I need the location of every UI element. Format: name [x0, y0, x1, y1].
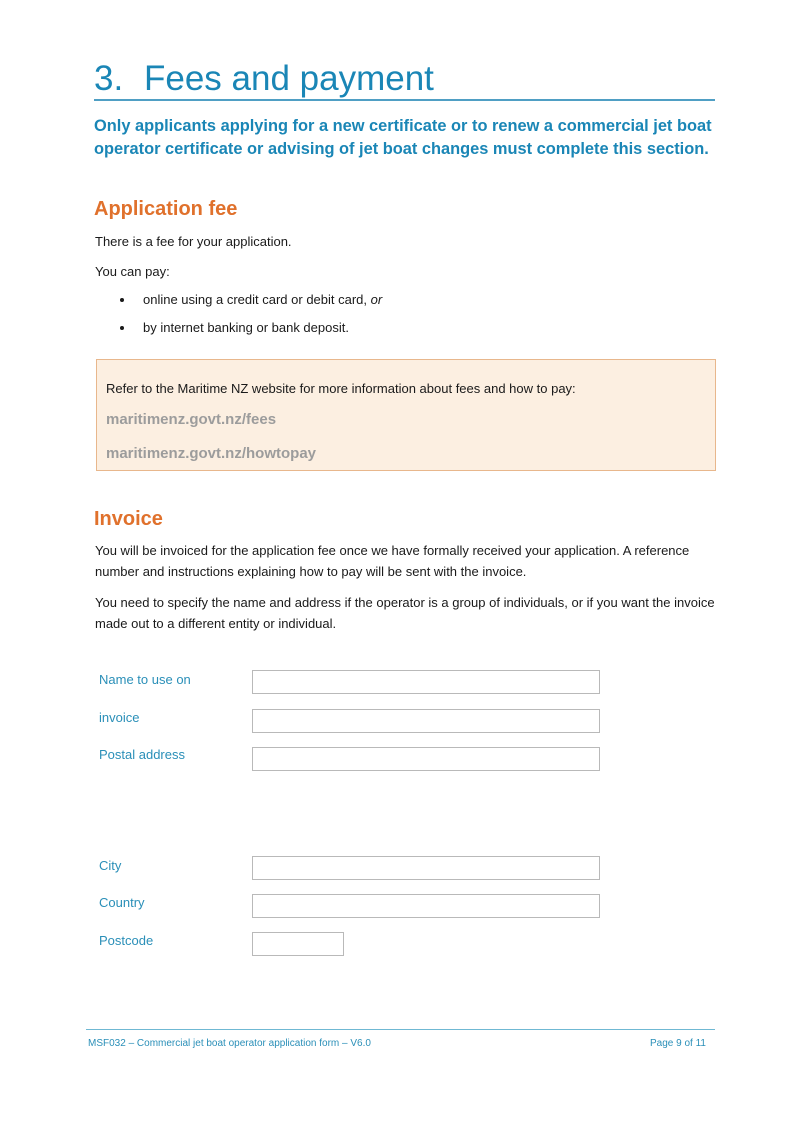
- postcode-input[interactable]: [252, 932, 344, 956]
- application-fee-heading: Application fee: [94, 198, 238, 220]
- name-on-invoice-input[interactable]: [252, 670, 600, 694]
- postal-address-input[interactable]: [252, 747, 600, 771]
- fees-link[interactable]: maritimenz.govt.nz/fees: [106, 411, 277, 428]
- postcode-label: Postcode: [99, 933, 154, 948]
- title-divider: [94, 99, 715, 101]
- invoice-paragraph-1: You will be invoiced for the application fee once we have formally received your application. A reference number and instructions explaining how to pay will be sent with the invoice.: [95, 543, 690, 579]
- payment-methods-list: [95, 291, 382, 347]
- info-box-text: Refer to the Maritime NZ website for more information about fees and how to pay:: [106, 381, 576, 396]
- fee-paragraph: There is a fee for your application.: [95, 234, 292, 249]
- section-number: 3.: [94, 59, 124, 98]
- name-label: Name to use on: [99, 672, 191, 687]
- section-title: Fees and payment: [144, 59, 434, 98]
- name-label-continued: invoice: [99, 710, 140, 725]
- section-intro: Only applicants applying for a new certificate or to renew a commercial jet boat operator certificate or advising of jet boat changes must complete this section.: [94, 117, 712, 158]
- info-box: [96, 359, 716, 471]
- howtopay-link[interactable]: maritimenz.govt.nz/howtopay: [106, 445, 317, 462]
- country-input[interactable]: [252, 894, 600, 918]
- pay-options-intro: You can pay:: [95, 264, 170, 279]
- footer-page-number: Page 9 of 11: [650, 1038, 706, 1049]
- country-label: Country: [99, 895, 145, 910]
- name-on-invoice-input-2[interactable]: [252, 709, 600, 733]
- footer-document-title: MSF032 – Commercial jet boat operator application form – V6.0: [88, 1038, 371, 1049]
- city-input[interactable]: [252, 856, 600, 880]
- list-item: by internet banking or bank deposit.: [95, 319, 382, 347]
- invoice-heading: Invoice: [94, 508, 163, 530]
- city-label: City: [99, 858, 122, 873]
- postal-address-label: Postal address: [99, 747, 185, 762]
- invoice-paragraph-2: You need to specify the name and address if the operator is a group of individuals, or if you want the invoice made out to a different entity or individual.: [95, 595, 715, 631]
- footer-divider: [86, 1029, 715, 1030]
- list-item: online using a credit card or debit card, or: [95, 291, 382, 319]
- bullet-icon: [120, 298, 124, 302]
- bullet-icon: [120, 326, 124, 330]
- page-title: [94, 58, 714, 100]
